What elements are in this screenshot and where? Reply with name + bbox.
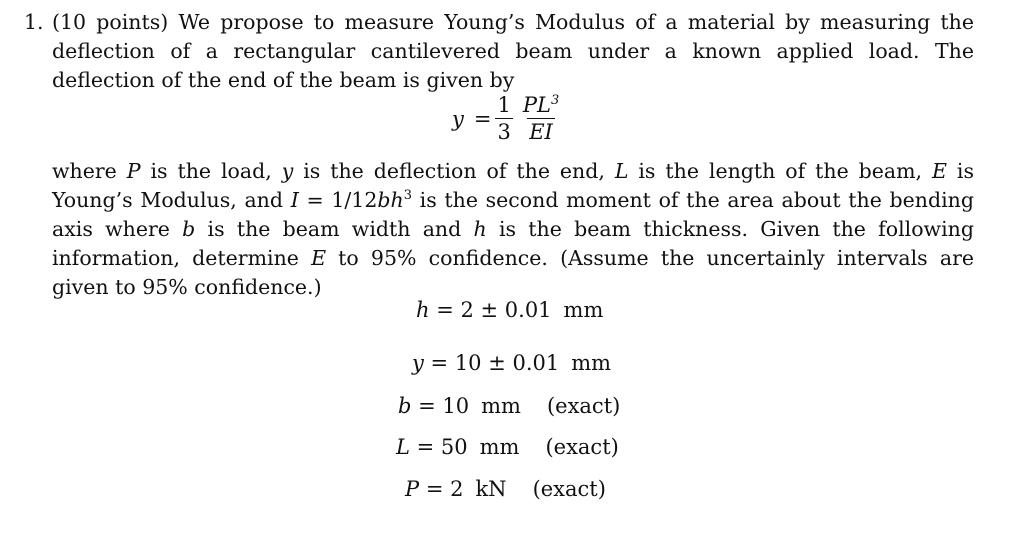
given-y: y = 10 ± 0.01 mm (412, 351, 612, 375)
fraction-pl3-numerator: $PL^3$ (522, 93, 560, 117)
deflection-equation (452, 92, 565, 145)
fraction-pl3-ei (521, 92, 561, 145)
given-L: L = 50 mm (exact) (396, 435, 619, 459)
fraction-ei-denominator: EI (529, 120, 553, 144)
problem-intro: (10 points) We propose to measure Young’s Modulus of a material by measuring the deflection of a rectangular cantilevered beam under a known applied load. The deflection of the end of the beam is given by (52, 10, 974, 92)
fraction-one-third (495, 92, 512, 145)
equation-equals: = (473, 106, 492, 131)
where-paragraph-block (24, 157, 974, 302)
problem-number: 1. (24, 10, 44, 34)
equation-lhs: y (452, 106, 464, 131)
given-P: P = 2 kN (exact) (405, 477, 606, 501)
problem-block (24, 8, 974, 95)
given-h: h = 2 ± 0.01 mm (416, 298, 604, 322)
where-paragraph: where P is the load, y is the deflection of the end, L is the length of the beam, E is Young’s Modulus, and $I = 1/12bh^3$ is the second moment of the area about the bending axis where b is the beam width and h is the beam thickness. Given the following information, determine E to 95% confidence. (Assume the uncertainly intervals are given to 95% confidence.) (52, 159, 974, 299)
given-b: b = 10 mm (exact) (398, 394, 621, 418)
fraction-one-third-denominator: 3 (497, 120, 511, 144)
fraction-one-third-numerator: 1 (497, 93, 511, 117)
